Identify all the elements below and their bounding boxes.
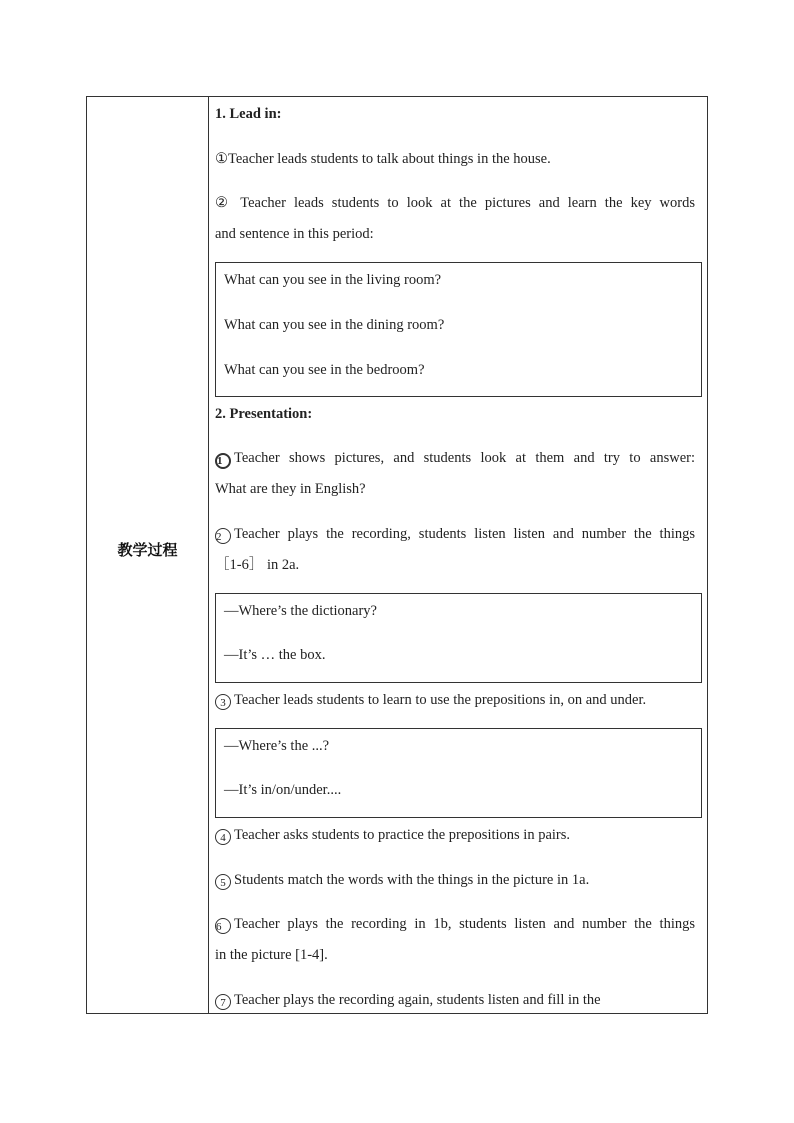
step-text: Teacher plays the recording again, students listen and fill in the	[234, 992, 601, 1008]
dialogue-box-2	[215, 728, 702, 818]
presentation-step-3	[215, 691, 646, 710]
label-column	[87, 97, 209, 1013]
step-number-badge: 3	[215, 694, 231, 710]
step-number: ②	[215, 195, 233, 211]
section1-heading: 1. Lead in:	[215, 106, 282, 122]
step-number-badge: 5	[215, 874, 231, 890]
section2-heading: 2. Presentation:	[215, 406, 313, 422]
step-text: Teacher plays the recording, students listen listen and number the things	[234, 526, 695, 542]
step-text: Students match the words with the things in the picture in 1a.	[234, 872, 590, 888]
step-number-badge: 4	[215, 829, 231, 845]
dialogue-line: —It’s … the box.	[224, 647, 326, 663]
key-sentences-box	[215, 262, 702, 397]
step-text: Teacher plays the recording in 1b, students listen and number the things	[234, 916, 695, 932]
lead-in-step-2-line-2: and sentence in this period:	[215, 226, 374, 242]
step-text: Teacher asks students to practice the prepositions in pairs.	[234, 827, 571, 843]
step-text: Teacher leads students to look at the pictures and learn the key words	[232, 195, 696, 211]
lead-in-step-1: ①Teacher leads students to talk about things in the house.	[215, 151, 551, 167]
lead-in-step-2-line-1	[215, 194, 695, 212]
presentation-step-7	[215, 991, 601, 1010]
step-text: Teacher shows pictures, and students look at them and try to answer:	[234, 450, 695, 466]
dialogue-box-1	[215, 593, 702, 683]
dialogue-line: —Where’s the ...?	[224, 738, 330, 754]
lesson-table	[86, 96, 708, 1014]
presentation-step-5	[215, 871, 589, 890]
presentation-step-1-line-1	[215, 449, 695, 469]
step-number-badge: 7	[215, 994, 231, 1010]
presentation-step-1-line-2: What are they in English?	[215, 481, 366, 497]
dialogue-line: —Where’s the dictionary?	[224, 603, 377, 619]
step-number-badge: 6	[215, 918, 231, 934]
key-sentence: What can you see in the bedroom?	[224, 362, 425, 378]
step-number-badge: 2	[215, 528, 231, 544]
teaching-process-label: 教学过程	[117, 541, 178, 559]
presentation-step-6-line-2: in the picture [1-4].	[215, 947, 328, 963]
presentation-step-4	[215, 826, 570, 845]
presentation-step-2-line-2: ［1-6］ in 2a.	[215, 557, 300, 573]
presentation-step-2-line-1	[215, 525, 695, 544]
step-number-badge: 1	[215, 453, 231, 469]
presentation-step-6-line-1	[215, 915, 695, 934]
key-sentence: What can you see in the dining room?	[224, 317, 445, 333]
key-sentence: What can you see in the living room?	[224, 272, 442, 288]
step-text: Teacher leads students to learn to use the prepositions in, on and under.	[234, 692, 647, 708]
dialogue-line: —It’s in/on/under....	[224, 782, 342, 798]
